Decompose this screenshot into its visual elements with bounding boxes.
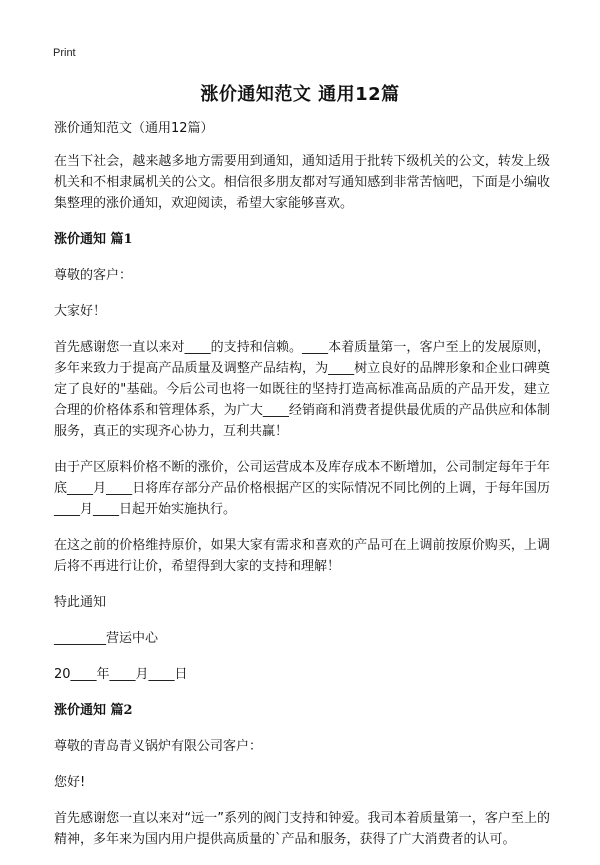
section-1-closing: 特此通知 <box>54 595 107 610</box>
section-2-paragraph-1: 首先感谢您一直以来对“远一”系列的阀门支持和钟爱。我司本着质量第一，客户至上的精神，多年来为国内用户提供高质量的`产品和服务，获得了广大消费者的认可。 <box>54 811 550 847</box>
section-1-paragraph-1: 首先感谢您一直以来对____的支持和信赖。____本着质量第一，客户至上的发展原则，多年来致力于提高产品质量及调整产品结构，为____树立良好的品牌形象和企业口碑奠定了良好的"基础。今后公司也将一如既往的坚持打造高标准高品质的产品开发，建立合理的价格体系和管理体系，为广大____经销商和消费者提供最优质的产品供应和体制服务，真正的实现齐心协力，互利共赢！ <box>54 340 550 439</box>
intro-paragraph: 在当下社会，越来越多地方需要用到通知，通知适用于批转下级机关的公文，转发上级机关和不相隶属机关的公文。相信很多朋友都对写通知感到非常苦恼吧，下面是小编收集整理的涨价通知，欢迎阅读，希望大家能够喜欢。 <box>54 154 550 211</box>
section-1-salutation: 尊敬的客户： <box>54 268 133 283</box>
section-2-salutation: 尊敬的青岛青义锅炉有限公司客户： <box>54 739 263 754</box>
section-1-greeting: 大家好！ <box>54 304 107 319</box>
section-1-signature: ________营运中心 <box>54 631 159 646</box>
intro-subtitle: 涨价通知范文（通用12篇） <box>54 121 214 136</box>
section-1-heading: 涨价通知 篇1 <box>54 232 133 247</box>
document-body <box>54 118 550 865</box>
section-2-heading: 涨价通知 篇2 <box>54 703 133 718</box>
page-title: 涨价通知范文 通用12篇 <box>200 84 400 105</box>
section-1-paragraph-2: 由于产区原料价格不断的涨价，公司运营成本及库存成本不断增加，公司制定每年于年底____月____日将库存部分产品价格根据产区的实际情况不同比例的上调，于每年国历____月____日起开始实施执行。 <box>54 460 550 517</box>
section-2-greeting: 您好! <box>54 775 86 790</box>
section-1-date: 20____年____月____日 <box>54 667 188 682</box>
print-link[interactable]: Print <box>53 47 76 59</box>
section-1-paragraph-3: 在这之前的价格维持原价，如果大家有需求和喜欢的产品可在上调前按原价购买，上调后将不再进行让价，希望得到大家的支持和理解！ <box>54 538 550 574</box>
